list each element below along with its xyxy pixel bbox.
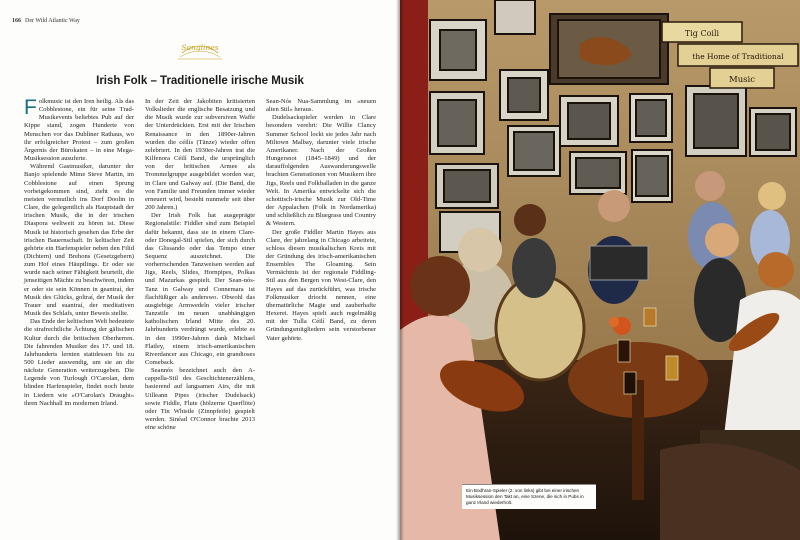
paragraph: Der große Fiddler Martin Hayes aus Clare, der jahrelang in Chicago arbeitete, schloss diesen musikalischen Kreis mit der Gründung des irisch-amerikanischen Ensembles The Gloaming. Sein Vermächtnis ist der regionale Fiddling-Stil aus den Bergen von West-Clare, den Hayes auf das zurückführt, was irische Folkmusiker dríocht nennen, eine übernatürliche Magie und zauberhafte Hexerei. Hayes spielt auch regelmäßig mit der Tulla Céilí Band, zu deren Gründungsmitgliedern sein verstorbener Vater gehörte. (266, 228, 376, 342)
pint-glass (618, 340, 630, 362)
right-page-photo (400, 0, 800, 540)
drop-cap: F (24, 96, 37, 119)
page-number: 166 (12, 18, 21, 24)
paragraph: Dudelsackspieler werden in Clare besonders verehrt: Die Willie Clancy Summer School lockt sie jedes Jahr nach Miltown Malbay, darunter viele irische Amerikaner. Nach der Großen Hungersnot (1845–1849) und der darauffolgenden Auswanderungswelle brachten Generationen von Musikern ihre Jigs, Reels und Folkballaden in die ganze Welt. In Amerika entwickelte sich die schottisch-irische Musik zur Old-Time der Appalachen (Folk in Nordamerika) und schließlich zu Bluegrass und Country & Western. (266, 114, 376, 228)
section-title: Der Wild Atlantic Way (25, 18, 80, 24)
paragraph: Seannós bezeichnet auch den A-cappella-Stil des Geschichtenerzählens, basierend auf langsamen Airs, die mit Uilleann Pipes (irischer Dudelsack) sowie Fiddle, Flute (hölzerne Querflöte) oder Tin Whistle (Zinnpfeife) gespielt werden. Sinéad O'Connor brachte 2013 eine schöne (145, 367, 255, 432)
songlines-badge (176, 37, 224, 63)
paragraph: Folkmusic ist den Iren heilig. Als das Cobblestone, ein für seine Trad-Musikevents beliebtes Pub auf der Kippe stand, zogen Hunderte von Menschen vor das Dubliner Rathaus, wo ihr erfolgreicher Protest – zum großen Ärgernis der Bürokaten – in eine Mega-Musiksession ausuferte. (24, 96, 134, 163)
badge-label: Songlines (181, 43, 219, 52)
pub-session-photo (400, 0, 800, 540)
accordion (590, 246, 648, 280)
pint-glass (644, 308, 656, 326)
sign-music: Music (728, 75, 756, 85)
article-title: Irish Folk – Traditionelle irische Musik (96, 75, 304, 87)
paragraph: In der Zeit der Jakobiten kritisierten Volkslieder die englische Besatzung und die Musik wurde zur subversiven Waffe der Unterdrückten. Erst mit der Irischen Renaissance in den 1890er-Jahren wurden die céilís (Tänze) wieder offen zelebriert. In den 1930er-Jahren trat die Kilfenora Céilí Band, die ursprünglich von der britischen Armee als Trommelgruppe ausgebildet worden war, in Clare und Galway auf. (Die Band, die von Familie und Freunden immer wieder erneuert wird, besteht nunmehr seit über 200 Jahren.) (145, 98, 255, 212)
column-3 (266, 98, 376, 528)
article-body (24, 98, 376, 528)
column-2 (145, 98, 255, 528)
book-gutter (396, 0, 404, 540)
sign-tig-coili: Tig Coili (684, 29, 720, 38)
sign-home-of-traditional: the Home of Traditional (692, 52, 784, 61)
paragraph: Das Ende der keltischen Welt bedeutete die strafrechtliche Ächtung der gälischen Kultur durch die britischen Oberherren. Die fahrenden Musiker des 17. und 18. Jahrhunderts lernten stattdessen bis zu 500 Lieder auswendig, um sie an die nächste Generation weiterzugeben. Die Legende von Turlough O'Carolan, dem blinden Harfenspieler, findet noch heute in Liedern wie »O'Carolan's Draught« ihren Nachhall im modernen Irland. (24, 318, 134, 407)
pint-glass (624, 372, 636, 394)
running-head (12, 18, 80, 24)
photo-caption: Ein Bodhran-Spieler (2. von links) gibt bei einer irischen Musiksession den Takt an, eine Szene, die sich in Pubs in ganz Irland wiederholt. (462, 484, 596, 509)
column-1 (24, 98, 134, 528)
paragraph: Während Gastmusiker, darunter der Banjo spielende Mime Steve Martin, im Cobblestone auf einen Sprung vorbeigekommen sind, zieht es die meisten vermutlich ins Dorf Doolin in Clare, die gelegentlich als Hauptstadt der irischen Musik, die in der irischen Diaspora weltweit zu hören ist. Diese Musik ist historisch gesehen das Erbe der irischen Bauernschaft. In keltischer Zeit gehörte ein Harfenspieler neben den Filid (Dichtern) und Brehons (Gesetzgebern) zum Hof eines Häuptlings. Er oder sie wurde nach seiner Fähigkeit beurteilt, die jenseitigen Mächte zu beschwören, indem er oder sie sein Können in geantraí, der Musik des Glücks, goltraí, der Musik der Trauer und suantraí, der meditativen Musik des Schlafs, unter Beweis stellte. (24, 163, 134, 318)
pint-glass (666, 356, 678, 380)
paragraph: Sean-Nós Nua-Sammlung im »neuen alten Stil« heraus. (266, 98, 376, 114)
paragraph: Der Irish Folk hat ausgeprägte Regionalstile: Fiddler sind zum Beispiel dafür bekannt, dass sie in einem Clare- oder Donegal-Stil spielen, der sich durch das Glissando oder das Tempo einer Sequenz auszeichnet. Die vorherrschenden Tanzweisen werden auf Jigs, Reels, Slides, Hornpipes, Polkas und Mazurkas gespielt. Der Sean-nós-Tanz in Galway und Connemara ist flachfüßiger als anderswo. Obwohl das ausgiebige Armwedeln vieler irischer Tanzstile im neuen unabhängigen katholischen Irland Mitte des 20. Jahrhunderts verdrängt wurde, erlebte es in den 1990er-Jahren dank Michael Flatley, einem irisch-amerikanischen Riverdancer aus Chicago, ein grandioses Comeback. (145, 212, 255, 366)
